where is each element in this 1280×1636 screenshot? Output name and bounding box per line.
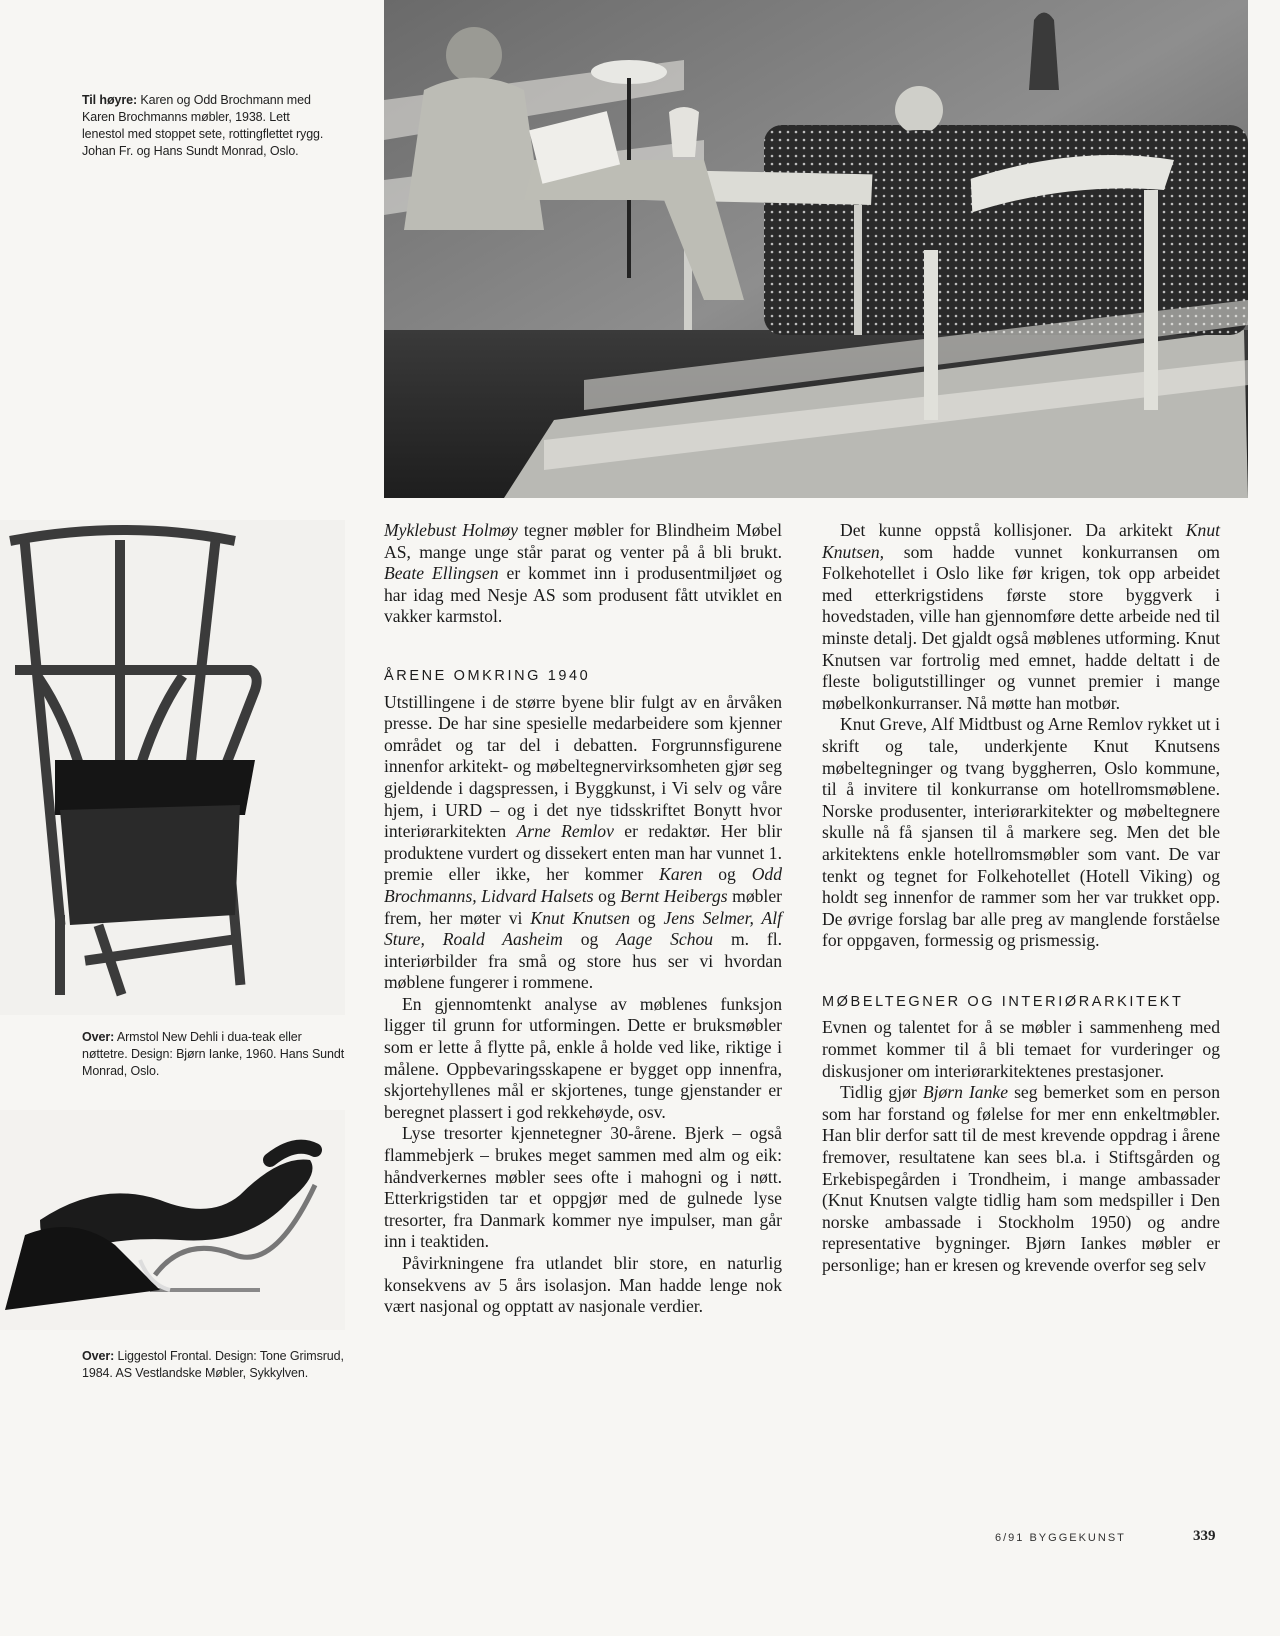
footer-issue: 6/91 BYGGEKUNST (995, 1532, 1126, 1544)
caption-middle-text: Armstol New Dehli i dua-teak eller nøttetre. Design: Bjørn Ianke, 1960. Hans Sundt Monrad, Oslo. (82, 1030, 345, 1078)
col1-paragraph-4: Lyse tresorter kjennetegner 30-årene. Bjerk – også flammebjerk – brukes meget sammen med alm og eik: håndverkernes møbler sees ofte i mahogni og i nøtt. Etterkrigstiden tar et oppgjør med de gulnede lyse tresorter, fra Danmark kommer nye impulser, man går inn i teaktiden. (384, 1123, 782, 1252)
col1-p2-i1: Arne Remlov (516, 821, 614, 842)
col2-p1-i1: Knut Knutsen, (822, 520, 1220, 562)
photo-lounge-chair-image (0, 1110, 345, 1330)
col1-paragraph-2 (384, 692, 782, 994)
col1-p2-t2: er redaktør. Her blir produktene vurdert og dissekert enten man har vunnet 1. premie eller ikke, her kommer (384, 821, 782, 885)
page-number: 339 (1193, 1528, 1216, 1544)
col1-p1-name-c: Beate Ellingsen (384, 563, 499, 584)
caption-top (82, 92, 332, 160)
col1-p2-i3: Odd Brochmanns, Lidvard Halsets (384, 864, 782, 906)
col2-p1-t1: Det kunne oppstå kollisjoner. Da arkitekt (840, 520, 1186, 540)
col2-paragraph-3: Evnen og talentet for å se møbler i sammenheng med rommet kommer til å bli temaet for vurderinger og diskusjoner om interiørarkitektenes prestasjoner. (822, 1017, 1220, 1081)
col1-p2-i2: Karen (659, 864, 703, 885)
col2-paragraph-2: Knut Greve, Alf Midtbust og Arne Remlov rykket ut i skrift og tale, underkjente Knut Knutsens møbeltegninger og tvang byggherren, Oslo kommune, til å invitere til konkurranse om hotellromsmøblene. Norske produsenter, interiørarkitekter og møbeltegnere skulle nå få sjansen til å markere seg. Men det ble arkitektens enkle hotellromsmøbler som vant. De var tenkt og tegnet for Folkehotellet (Hotell Viking) og holdt seg innenfor de rammer som her var trukket opp. De øvrige forslag bar alle preg av manglende forståelse for oppgaven, formessig og prismessig. (822, 714, 1220, 951)
col1-paragraph-1 (384, 520, 782, 628)
col1-p2-t8: m. fl. interiørbilder fra små og store hus ser vi hvordan møblene fungerer i rommene. (384, 929, 783, 993)
col2-paragraph-1 (822, 520, 1220, 714)
text-column-2 (822, 520, 1220, 1277)
col1-p1-text-d: er kommet inn i produsentmiljøet og har idag med Nesje AS som produsent fått utviklet en vakker karmstol. (384, 563, 783, 627)
photo-armchair-new-dehli (0, 520, 345, 1015)
col1-p2-t1: Utstillingene i de større byene blir fulgt av en årvåken presse. De har sine spesielle medarbeidere som kjenner området og tar del i debatten. Forgrunnsfigurene innenfor arkitekt- og møbeltegnervirksomheten gjør seg gjeldende i dagspressen, i Byggkunst, i Vi selv og våre hjem, i URD – og i det nye tidsskriftet Bonytt hvor interiørarkitekten (384, 691, 782, 842)
col2-p4-t1: Tidlig gjør (840, 1082, 923, 1103)
photo-armchair-image (0, 520, 345, 1015)
col1-p2-t6: og (630, 907, 664, 928)
caption-bottom (82, 1348, 347, 1382)
text-column-1 (384, 520, 782, 1318)
caption-top-text: Karen og Odd Brochmann med Karen Brochmanns møbler, 1938. Lett lenestol med stoppet sete, rottingflettet rygg. Johan Fr. og Hans Sundt Monrad, Oslo. (82, 93, 324, 158)
col2-p4-i1: Bjørn Ianke (922, 1082, 1009, 1103)
col1-p2-t5: møbler frem, her møter vi (384, 885, 782, 928)
col2-p4-t2: seg bemerket som en person som har forstand og følelse for mer enn enkeltmøbler. Han blir derfor satt til de mest krevende oppdrag i årene fremover, resultatene kan sees bl.a. i Stiftsgården og Erkebispegården i Trondheim, i mange ambassader (Knut Knutsen valgte tidlig ham som medspiller i Den norske ambassade i Stockholm 1950) og andre representative bygninger. Bjørn Iankes møbler er personlige; han er kresen og krevende overfor seg selv (822, 1082, 1221, 1275)
col1-p2-i7: Aage Schou (616, 929, 714, 950)
col1-p1-name-a: Myklebust Holmøy (384, 520, 518, 540)
caption-middle-lead: Over: (82, 1030, 115, 1044)
caption-bottom-lead: Over: (82, 1349, 115, 1363)
col2-paragraph-4 (822, 1082, 1220, 1276)
col1-p2-i6: Jens Selmer, Alf Sture, Roald Aasheim (384, 907, 782, 950)
caption-bottom-text: Liggestol Frontal. Design: Tone Grimsrud, 1984. AS Vestlandske Møbler, Sykkylven. (82, 1349, 344, 1380)
photo-living-room-image (384, 0, 1248, 498)
section-heading-mobeltegner: MØBELTEGNER OG INTERIØRARKITEKT (822, 993, 1184, 1010)
col1-p2-t3: og (702, 864, 752, 885)
col2-p1-t2: som hadde vunnet konkurransen om Folkehotellet i Oslo like før krigen, tok opp arbeidet med etterkrigstidens første store byggverk i hovedstaden, ville han gjennomføre dette arbeide ned til minste detalj. Det gjaldt også møblenes utforming. Knut Knutsen var fortrolig med emnet, hadde deltatt i de fleste boligutstillinger og vunnet premier i mange møbelkonkurranser. Nå møtte han motbør. (822, 541, 1220, 713)
caption-middle (82, 1029, 347, 1080)
caption-top-lead: Til høyre: (82, 93, 138, 107)
col1-p2-i4: Bernt Heibergs (620, 885, 728, 906)
photo-lounge-chair-frontal (0, 1110, 345, 1330)
col1-p2-t4: og (593, 885, 621, 906)
col1-p2-i5: Knut Knutsen (530, 907, 631, 928)
section-heading-1940: ÅRENE OMKRING 1940 (384, 667, 591, 684)
col1-paragraph-3: En gjennomtenkt analyse av møblenes funksjon ligger til grunn for utformingen. Dette er bruksmøbler som er lette å flytte på, enkle å holde ved like, riktige i målene. Oppbevaringsskapene er bygget opp innenfra, skjortehyllenes mål er skjortenes, tunge gjenstander er beregnet plassert i god rekkehøyde, osv. (384, 993, 782, 1122)
col1-paragraph-5: Påvirkningene fra utlandet blir store, en naturlig konsekvens av 5 års isolasjon. Man hadde lenge nok vært nasjonal og opptatt av nasjonale verdier. (384, 1253, 782, 1317)
col1-p2-t7: og (562, 929, 617, 950)
photo-living-room (384, 0, 1248, 498)
col1-p1-text-b: tegner møbler for Blindheim Møbel AS, mange unge står parat og venter på å bli brukt. (384, 520, 782, 562)
